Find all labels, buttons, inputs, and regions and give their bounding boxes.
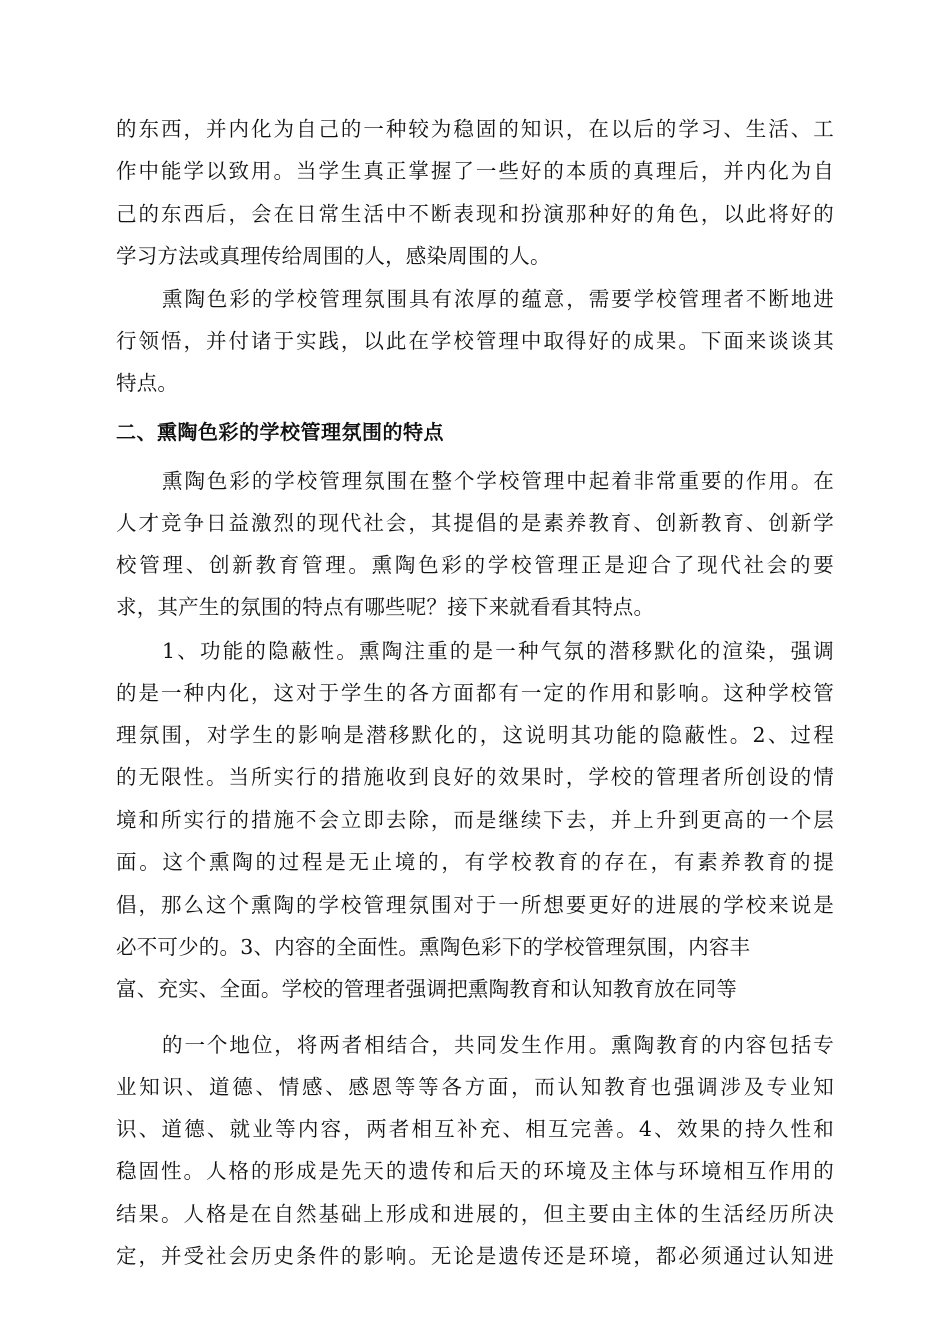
paragraph-5-line-6: 定，并受社会历史条件的影响。无论是遗传还是环境，都必须通过认知进 [116, 1244, 834, 1268]
paragraph-5-line-4: 稳固性。人格的形成是先天的遗传和后天的环境及主体与环境相互作用的 [116, 1159, 834, 1183]
paragraph-4-line-6: 面。这个熏陶的过程是无止境的，有学校教育的存在，有素养教育的提 [116, 850, 834, 874]
paragraph-1-line-3: 己的东西后，会在日常生活中不断表现和扮演那种好的角色，以此将好的 [116, 202, 834, 226]
paragraph-3-line-3: 校管理、创新教育管理。熏陶色彩的学校管理正是迎合了现代社会的要 [116, 553, 834, 577]
paragraph-5-line-5: 结果。人格是在自然基础上形成和进展的，但主要由主体的生活经历所决 [116, 1202, 834, 1226]
paragraph-2-line-1: 熏陶色彩的学校管理氛围具有浓厚的蕴意，需要学校管理者不断地进 [162, 287, 834, 311]
paragraph-3-line-4: 求，其产生的氛围的特点有哪些呢？接下来就看看其特点。 [116, 595, 655, 619]
paragraph-1-line-2: 作中能学以致用。当学生真正掌握了一些好的本质的真理后，并内化为自 [116, 159, 834, 183]
paragraph-4-line-1: 1、功能的隐蔽性。熏陶注重的是一种气氛的潜移默化的渲染，强调 [162, 639, 834, 663]
paragraph-2-line-3: 特点。 [116, 371, 179, 395]
paragraph-4-line-3: 理氛围，对学生的影响是潜移默化的，这说明其功能的隐蔽性。2、过程 [116, 723, 834, 747]
paragraph-4-line-9: 富、充实、全面。学校的管理者强调把熏陶教育和认知教育放在同等 [116, 977, 737, 1001]
paragraph-4-line-8: 必不可少的。3、内容的全面性。熏陶色彩下的学校管理氛围，内容丰 [116, 935, 751, 959]
paragraph-1-line-4: 学习方法或真理传给周围的人，感染周围的人。 [116, 244, 551, 268]
paragraph-3-line-1: 熏陶色彩的学校管理氛围在整个学校管理中起着非常重要的作用。在 [162, 469, 834, 493]
paragraph-5-line-1: 的一个地位，将两者相结合，共同发生作用。熏陶教育的内容包括专 [162, 1033, 834, 1057]
paragraph-3-line-2: 人才竞争日益激烈的现代社会，其提倡的是素养教育、创新教育、创新学 [116, 511, 834, 535]
paragraph-1-line-1: 的东西，并内化为自己的一种较为稳固的知识，在以后的学习、生活、工 [116, 117, 834, 141]
section-heading: 二、熏陶色彩的学校管理氛围的特点 [116, 420, 444, 444]
paragraph-2-line-2: 行领悟，并付诸于实践，以此在学校管理中取得好的成果。下面来谈谈其 [116, 329, 834, 353]
paragraph-4-line-2: 的是一种内化，这对于学生的各方面都有一定的作用和影响。这种学校管 [116, 681, 834, 705]
paragraph-5-line-2: 业知识、道德、情感、感恩等等各方面，而认知教育也强调涉及专业知 [116, 1075, 834, 1099]
paragraph-4-line-4: 的无限性。当所实行的措施收到良好的效果时，学校的管理者所创设的情 [116, 765, 834, 789]
paragraph-4-line-7: 倡，那么这个熏陶的学校管理氛围对于一所想要更好的进展的学校来说是 [116, 893, 834, 917]
paragraph-5-line-3: 识、道德、就业等内容，两者相互补充、相互完善。4、效果的持久性和 [116, 1117, 834, 1141]
paragraph-4-line-5: 境和所实行的措施不会立即去除，而是继续下去，并上升到更高的一个层 [116, 808, 834, 832]
